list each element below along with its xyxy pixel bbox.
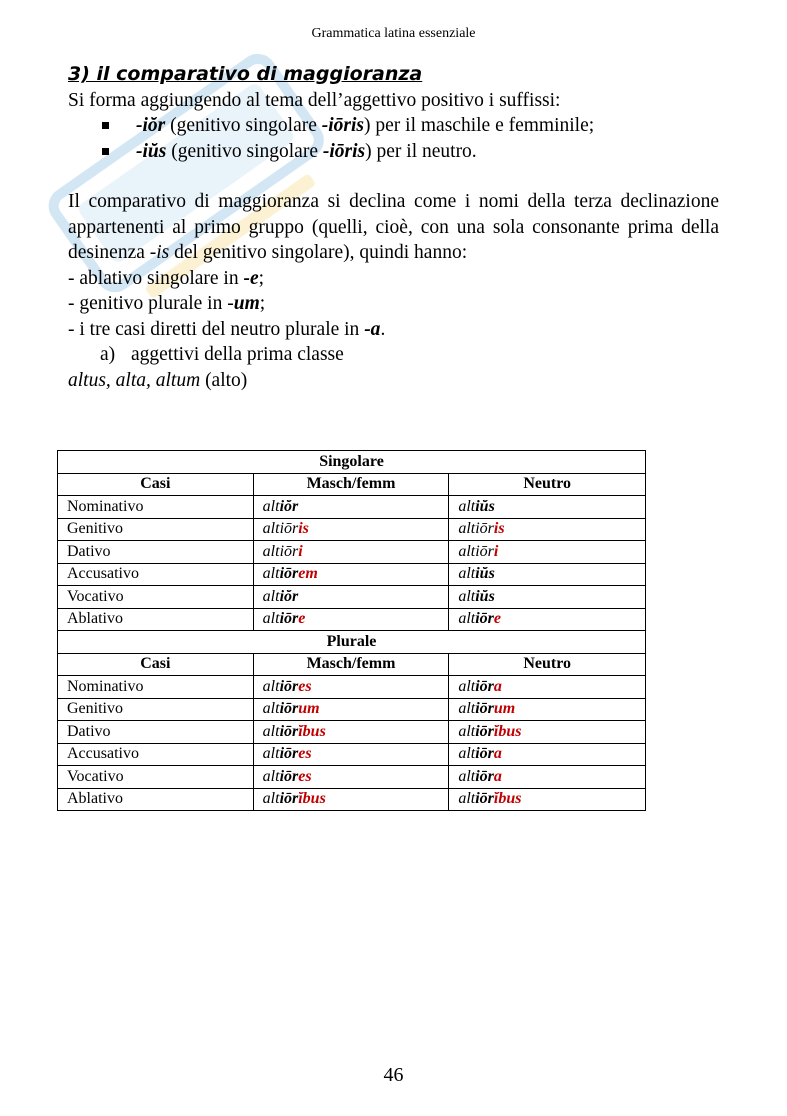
col-header-casi: Casi xyxy=(58,653,254,676)
table-row: Genitivo altiōrum altiōrum xyxy=(58,698,646,721)
table-row: Ablativo altiōrĭbus altiōrĭbus xyxy=(58,788,646,811)
table-row: Dativo altiōri altiōri xyxy=(58,541,646,564)
table-row: Accusativo altiōrem altiŭs xyxy=(58,563,646,586)
rule-line: - i tre casi diretti del neutro plurale in -a. xyxy=(68,318,386,340)
col-header-masch: Masch/femm xyxy=(253,653,449,676)
table-row: Nominativo altiŏr altiŭs xyxy=(58,496,646,519)
col-header-masch: Masch/femm xyxy=(253,473,449,496)
table-row: Dativo altiōrĭbus altiōrĭbus xyxy=(58,721,646,744)
table-row: Ablativo altiōre altiōre xyxy=(58,608,646,631)
singular-header: Singolare xyxy=(58,451,646,474)
suffix-list xyxy=(68,113,719,164)
suffix-item: -iŏr (genitivo singolare -iōris) per il maschile e femminile; xyxy=(102,113,719,139)
page-number: 46 xyxy=(383,1064,404,1086)
col-header-casi: Casi xyxy=(58,473,254,496)
table-row: Vocativo altiŏr altiŭs xyxy=(58,586,646,609)
bullet-square-icon xyxy=(102,122,109,129)
main-content xyxy=(68,62,719,393)
col-header-neutro: Neutro xyxy=(449,653,646,676)
rule-line: - ablativo singolare in -e; xyxy=(68,267,265,289)
bullet-square-icon xyxy=(102,148,109,155)
declension-paragraph: Il comparativo di maggioranza si declina come i nomi della terza declinazione appartenenti al primo gruppo (quelli, cioè, con una sola consonante prima della desinenza -is del genitivo singolare), quindi hanno: xyxy=(68,191,719,263)
table-row: Genitivo altiōris altiōris xyxy=(58,518,646,541)
suffix-item: -iŭs (genitivo singolare -iōris) per il neutro. xyxy=(102,139,719,165)
running-header: Grammatica latina essenziale xyxy=(311,26,476,41)
table-row: Nominativo altiōres altiōra xyxy=(58,676,646,699)
example-line: altus, alta, altum (alto) xyxy=(68,369,248,391)
plural-header: Plurale xyxy=(58,631,646,654)
table-row: Vocativo altiōres altiōra xyxy=(58,766,646,789)
declension-table xyxy=(57,450,646,811)
rule-line: - genitivo plurale in -um; xyxy=(68,293,266,314)
table-row: Accusativo altiōres altiōra xyxy=(58,743,646,766)
col-header-neutro: Neutro xyxy=(449,473,646,496)
intro-text: Si forma aggiungendo al tema dell’aggettivo positivo i suffissi: xyxy=(68,89,561,111)
section-title: 3) il comparativo di maggioranza xyxy=(68,63,423,85)
subsection-heading: a) aggettivi della prima classe xyxy=(100,344,344,365)
